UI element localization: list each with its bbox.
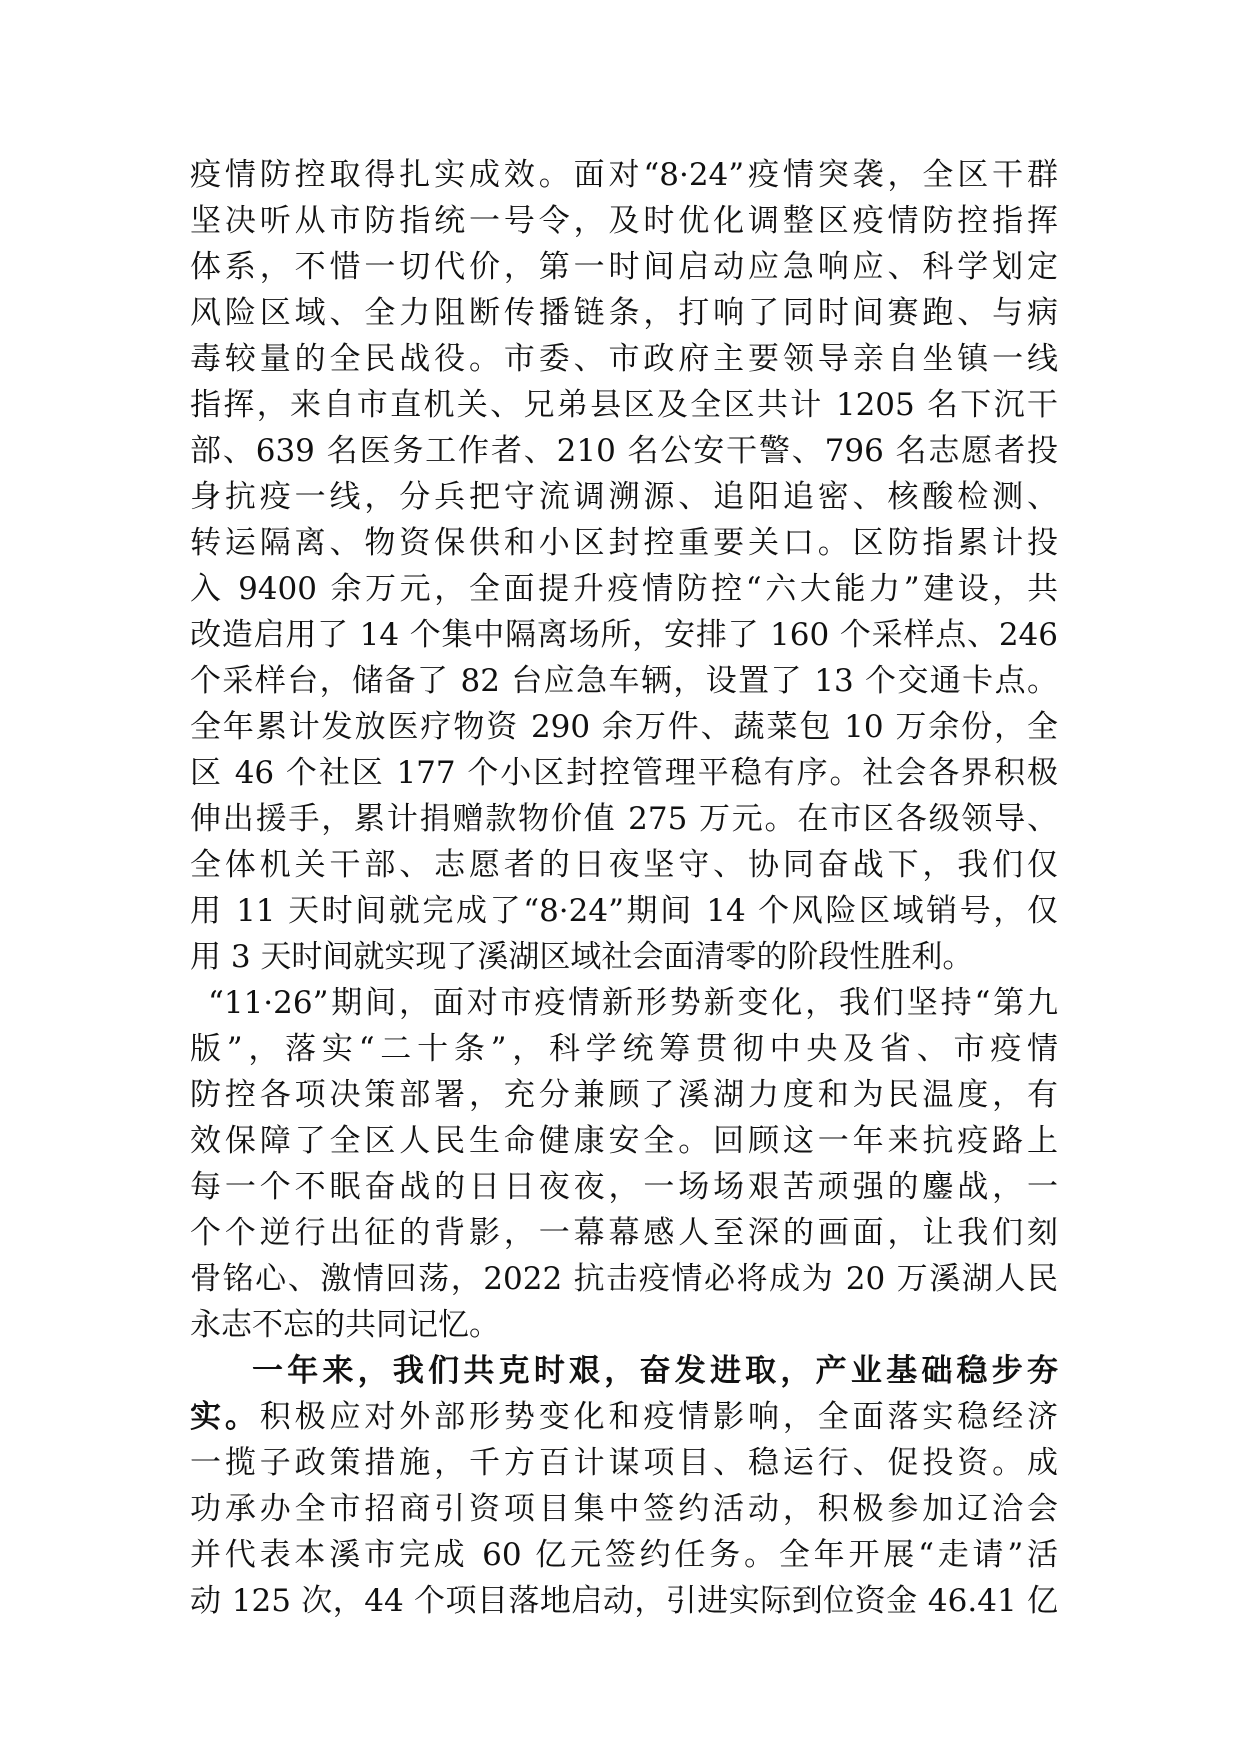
text-line: 疫情防控取得扎实成效。面对“8·24”疫情突袭，全区干群	[190, 157, 1058, 193]
text-line	[190, 1394, 1058, 1440]
text-line: 每一个不眠奋战的日日夜夜，一场场艰苦顽强的鏖战，一	[190, 1169, 1058, 1205]
text-line: 骨铭心、激情回荡，2022 抗击疫情必将成为 20 万溪湖人民	[190, 1261, 1058, 1297]
text-line: 部、639 名医务工作者、210 名公安干警、796 名志愿者投	[190, 433, 1058, 469]
text-line: 全体机关干部、志愿者的日夜坚守、协同奋战下，我们仅	[190, 847, 1058, 883]
text-line: 毒较量的全民战役。市委、市政府主要领导亲自坐镇一线	[190, 341, 1058, 377]
text-span: 积极应对外部形势变化和疫情影响，全面落实稳经济	[259, 1399, 1058, 1435]
text-line: 版”，落实“二十条”，科学统筹贯彻中央及省、市疫情	[190, 1031, 1058, 1067]
bold-heading-end: 实。	[190, 1399, 260, 1435]
text-line: 一揽子政策措施，千方百计谋项目、稳运行、促投资。成	[190, 1445, 1058, 1481]
text-line: 永志不忘的共同记忆。	[190, 1307, 500, 1343]
text-line: 个采样台，储备了 82 台应急车辆，设置了 13 个交通卡点。	[190, 663, 1058, 699]
text-line: 入 9400 余万元，全面提升疫情防控“六大能力”建设，共	[190, 571, 1058, 607]
paragraph-2	[190, 980, 1058, 1348]
text-line: 全年累计发放医疗物资 290 余万件、蔬菜包 10 万余份，全	[190, 709, 1058, 745]
text-line: 效保障了全区人民生命健康安全。回顾这一年来抗疫路上	[190, 1123, 1058, 1159]
paragraph-1	[190, 152, 1058, 980]
text-line: 动 125 次，44 个项目落地启动，引进实际到位资金 46.41 亿	[190, 1583, 1058, 1619]
text-line: 并代表本溪市完成 60 亿元签约任务。全年开展“走请”活	[190, 1537, 1058, 1573]
text-line: “11·26”期间，面对市疫情新形势新变化，我们坚持“第九	[208, 985, 1058, 1021]
text-line: 防控各项决策部署，充分兼顾了溪湖力度和为民温度，有	[190, 1077, 1058, 1113]
text-line: 区 46 个社区 177 个小区封控管理平稳有序。社会各界积极	[190, 755, 1058, 791]
text-line: 体系，不惜一切代价，第一时间启动应急响应、科学划定	[190, 249, 1058, 285]
paragraph-3	[190, 1348, 1058, 1624]
text-line: 指挥，来自市直机关、兄弟县区及全区共计 1205 名下沉干	[190, 387, 1058, 423]
text-line: 身抗疫一线，分兵把守流调溯源、追阳追密、核酸检测、	[190, 479, 1058, 515]
text-line: 个个逆行出征的背影，一幕幕感人至深的画面，让我们刻	[190, 1215, 1058, 1251]
text-line: 功承办全市招商引资项目集中签约活动，积极参加辽洽会	[190, 1491, 1058, 1527]
bold-heading-line: 一年来，我们共克时艰，奋发进取，产业基础稳步夯	[252, 1353, 1058, 1389]
text-line: 用 11 天时间就完成了“8·24”期间 14 个风险区域销号，仅	[190, 893, 1058, 929]
text-line: 坚决听从市防指统一号令，及时优化调整区疫情防控指挥	[190, 203, 1058, 239]
document-page	[190, 152, 1058, 1624]
text-line: 用 3 天时间就实现了溪湖区域社会面清零的阶段性胜利。	[190, 939, 974, 975]
text-line: 伸出援手，累计捐赠款物价值 275 万元。在市区各级领导、	[190, 801, 1058, 837]
text-line: 转运隔离、物资保供和小区封控重要关口。区防指累计投	[190, 525, 1058, 561]
text-line: 风险区域、全力阻断传播链条，打响了同时间赛跑、与病	[190, 295, 1058, 331]
text-line: 改造启用了 14 个集中隔离场所，安排了 160 个采样点、246	[190, 617, 1058, 653]
